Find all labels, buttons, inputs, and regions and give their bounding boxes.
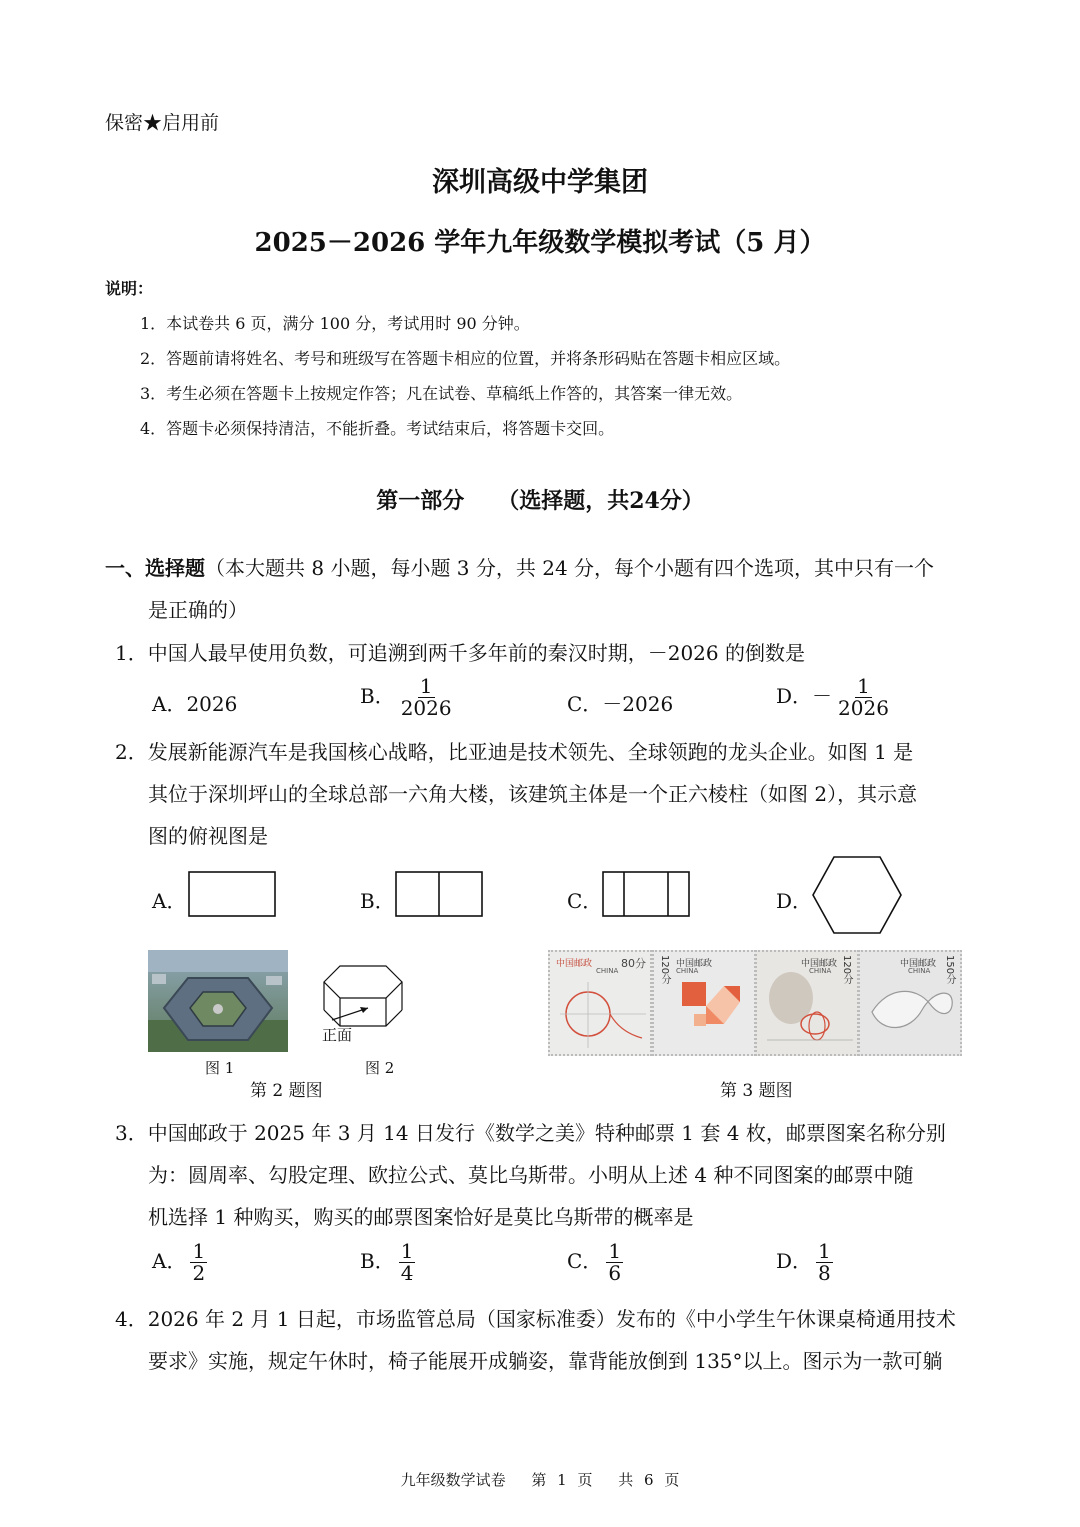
stamp-country: CHINA <box>908 967 931 975</box>
option-label: A． <box>152 1249 187 1273</box>
stamp-pythagoras <box>652 950 756 1056</box>
option-label: B． <box>360 684 395 708</box>
stamp-country: CHINA <box>809 967 832 975</box>
option-label: D． <box>776 1249 813 1273</box>
front-face-label: 正面 <box>322 1026 353 1044</box>
q3-option-c <box>567 1241 623 1284</box>
note-item: 4．答题卡必须保持清洁，不能折叠。考试结束后，将答题卡交回。 <box>140 419 615 438</box>
denominator: 4 <box>400 1261 414 1285</box>
q1-option-d <box>776 676 891 719</box>
q1-option-c: C．－2026 <box>567 692 674 716</box>
numerator: 1 <box>608 1239 622 1263</box>
q3-stem-line1: 3．中国邮政于 2025 年 3 月 14 日发行《数学之美》特种邮票 1 套 4 枚，邮票图案名称分别 <box>115 1121 946 1145</box>
q3-stem-line3: 机选择 1 种购买，购买的邮票图案恰好是莫比乌斯带的概率是 <box>148 1205 694 1229</box>
q2-option-d-hexagon-figure <box>812 856 904 936</box>
fraction <box>606 1241 623 1284</box>
stamp-value: 80分 <box>621 957 646 970</box>
q2-option-c-three-part-rect-figure <box>602 871 692 919</box>
q3-stem-line2: 为：圆周率、勾股定理、欧拉公式、莫比乌斯带。小明从上述 4 种不同图案的邮票中随 <box>148 1163 914 1187</box>
q2-option-a-label: A． <box>152 889 187 913</box>
section1-desc-cont: 是正确的） <box>148 598 248 622</box>
q1-option-b <box>360 676 454 719</box>
stamp-country: CHINA <box>676 967 699 975</box>
exam-title: 2025－2026 学年九年级数学模拟考试（5 月） <box>254 228 826 258</box>
denominator: 8 <box>818 1261 831 1285</box>
mobius-strip-icon <box>860 952 960 1054</box>
q2-stem-line2: 其位于深圳坪山的全球总部一六角大楼，该建筑主体是一个正六棱柱（如图 2），其示意 <box>148 782 918 806</box>
part1-title: 第一部分 （选择题，共24分） <box>376 488 704 514</box>
stamp-brand: 中国邮政 <box>900 959 937 969</box>
section1-intro <box>105 552 934 581</box>
q2-option-b-split-rect-figure <box>395 871 485 919</box>
option-label: C． <box>567 1249 603 1273</box>
option-label: D．－ <box>776 684 833 708</box>
notes-heading: 说明： <box>105 279 154 298</box>
q3-option-a <box>152 1241 207 1284</box>
stamp-value: 120分 <box>841 955 852 985</box>
section1-desc: （本大题共 8 小题，每小题 3 分，共 24 分，每个小题有四个选项，其中只有一个 <box>205 556 935 580</box>
fraction <box>836 676 891 719</box>
stamp-country: CHINA <box>596 967 619 975</box>
q1-option-a: A．2026 <box>152 692 238 716</box>
euler-portrait-icon <box>757 952 857 1054</box>
note-item: 2．答题前请将姓名、考号和班级写在答题卡相应的位置，并将条形码贴在答题卡相应区域。 <box>140 349 791 368</box>
q2-stem-line3: 图的俯视图是 <box>148 824 268 848</box>
stamp-value: 150分 <box>944 955 955 985</box>
stamp-euler <box>755 950 859 1056</box>
stamp-brand: 中国邮政 <box>676 959 713 969</box>
school-name: 深圳高级中学集团 <box>432 167 648 198</box>
pi-circle-icon <box>550 952 650 1054</box>
numerator: 1 <box>400 1239 414 1263</box>
page-footer: 九年级数学试卷 第 1 页 共 6 页 <box>400 1471 680 1489</box>
option-label: B． <box>360 1249 395 1273</box>
stamp-brand: 中国邮政 <box>801 959 838 969</box>
numerator: 1 <box>857 674 870 698</box>
q1-stem: 1．中国人最早使用负数，可追溯到两千多年前的秦汉时期，－2026 的倒数是 <box>115 641 805 665</box>
numerator: 1 <box>818 1239 831 1263</box>
fig1-label: 图 1 <box>205 1059 235 1077</box>
q3-option-b <box>360 1241 415 1284</box>
note-item: 1．本试卷共 6 页，满分 100 分，考试用时 90 分钟。 <box>140 314 530 333</box>
fig1-aerial-photo <box>148 950 288 1052</box>
pythagoras-squares-icon <box>654 952 754 1054</box>
denominator: 6 <box>608 1261 622 1285</box>
q2-option-a-rect-figure <box>188 871 278 919</box>
q2-option-b-label: B． <box>360 889 395 913</box>
q2-figure-caption: 第 2 题图 <box>250 1081 323 1101</box>
denominator: 2 <box>192 1261 206 1285</box>
numerator: 1 <box>419 674 433 698</box>
section1-label: 一、选择题 <box>105 556 205 580</box>
q2-stem-line1: 2．发展新能源汽车是我国核心战略，比亚迪是技术领先、全球领跑的龙头企业。如图 1 是 <box>115 740 914 764</box>
confidential-mark: 保密★启用前 <box>105 112 220 134</box>
denominator: 2026 <box>838 696 889 720</box>
fraction <box>399 676 454 719</box>
fraction <box>190 1241 207 1284</box>
stamp-brand: 中国邮政 <box>556 959 593 969</box>
stamp-value: 120分 <box>659 955 670 985</box>
q3-figure-caption: 第 3 题图 <box>720 1081 793 1101</box>
fraction <box>816 1241 833 1284</box>
note-item: 3．考生必须在答题卡上按规定作答；凡在试卷、草稿纸上作答的，其答案一律无效。 <box>140 384 743 403</box>
stamp-mobius <box>858 950 962 1056</box>
fig2-label: 图 2 <box>365 1059 395 1077</box>
q2-option-d-label: D． <box>776 889 813 913</box>
q4-stem-line2: 要求》实施，规定午休时，椅子能展开成躺姿，靠背能放倒到 135°以上。图示为一款可躺 <box>148 1349 943 1373</box>
q3-option-d <box>776 1241 833 1284</box>
numerator: 1 <box>192 1239 206 1263</box>
denominator: 2026 <box>400 696 452 720</box>
stamp-pi <box>548 950 652 1056</box>
q2-option-c-label: C． <box>567 889 603 913</box>
fraction <box>399 1241 416 1284</box>
q4-stem-line1: 4．2026 年 2 月 1 日起，市场监管总局（国家标准委）发布的《中小学生午休课桌椅通用技术 <box>115 1307 956 1331</box>
